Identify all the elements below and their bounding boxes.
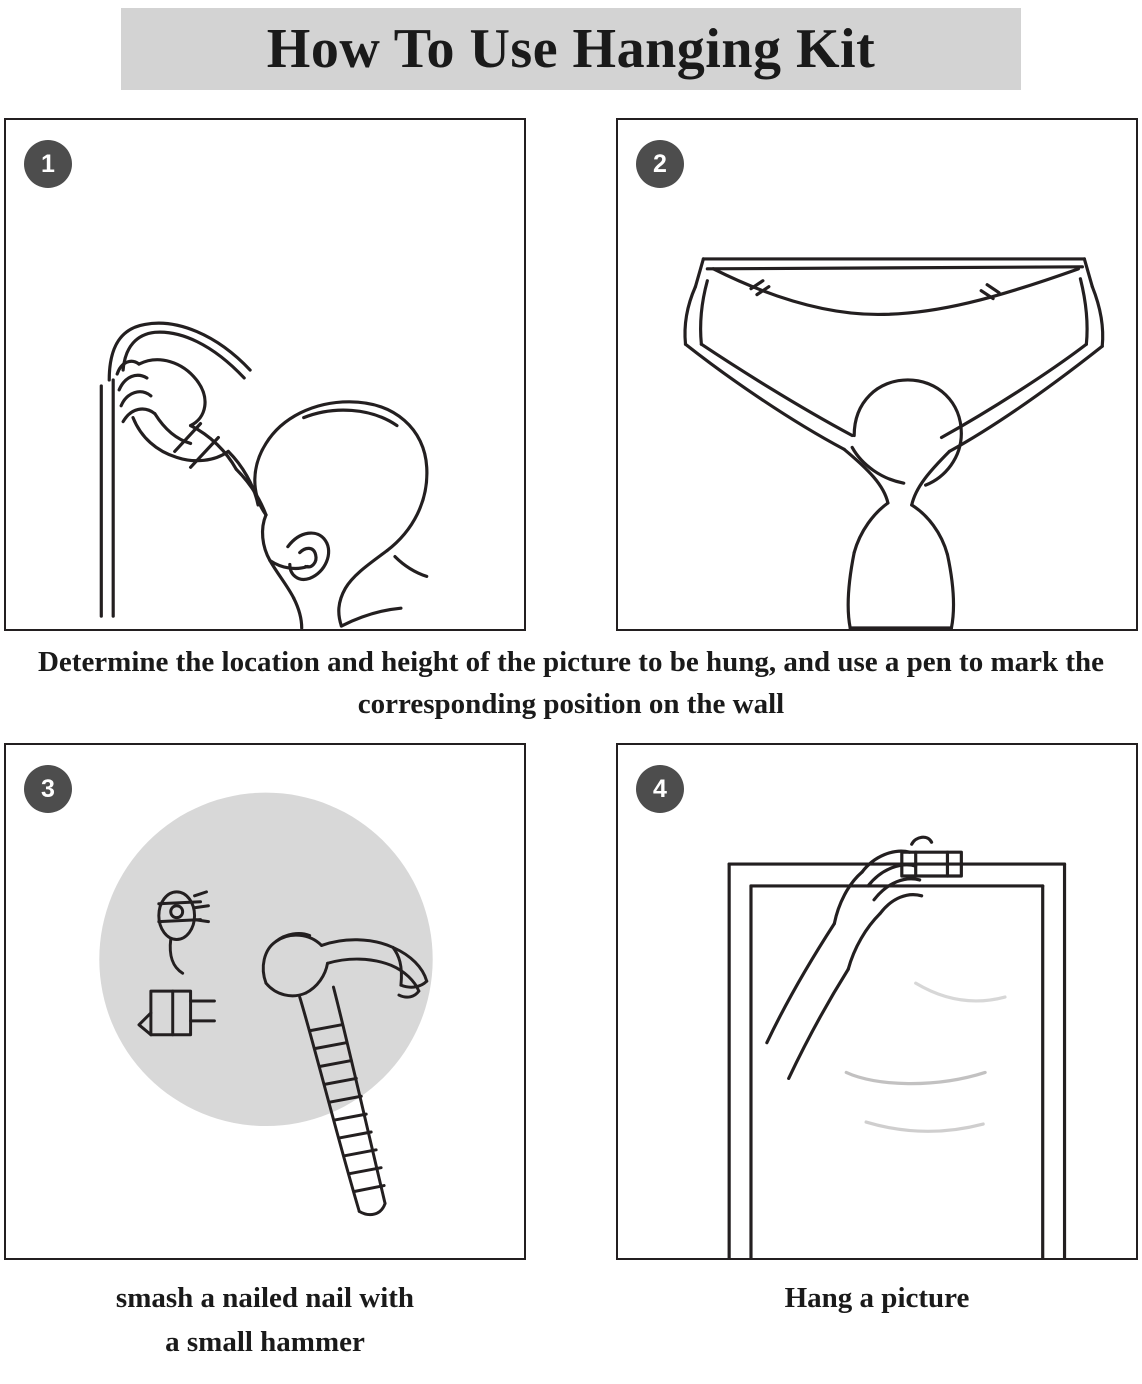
- hammer-and-nail-hooks-icon: [6, 745, 524, 1258]
- steps-row-bottom: [0, 743, 1142, 1364]
- caption-step-3-line-1: smash a nailed nail with: [115, 1282, 415, 1314]
- page-title: How To Use Hanging Kit: [266, 18, 876, 80]
- page-title-bar: [121, 8, 1021, 90]
- caption-step-4-line-1: Hang a picture: [784, 1282, 970, 1314]
- hand-hanging-picture-frame-icon: [618, 745, 1136, 1258]
- caption-step-3: [4, 1276, 526, 1364]
- steps-row-top: [0, 118, 1142, 631]
- step-4-panel: [616, 743, 1138, 1260]
- caption-top-line-2: and use a pen to mark the corresponding position on the wall: [357, 646, 1105, 720]
- step-3-cell: [4, 743, 526, 1364]
- instruction-sheet: [0, 8, 1142, 1384]
- step-1-cell: [4, 118, 526, 631]
- caption-top: [21, 641, 1121, 725]
- caption-step-4: [616, 1276, 1138, 1320]
- person-measuring-picture-wire-icon: [618, 120, 1136, 629]
- caption-step-3-line-2: a small hammer: [165, 1326, 365, 1358]
- hand-marking-wall-with-pen-icon: [6, 120, 524, 629]
- step-4-cell: [616, 743, 1138, 1364]
- step-2-panel: [616, 118, 1138, 631]
- step-1-badge: 1: [24, 140, 72, 188]
- caption-top-line-1: Determine the location and height of the picture to be hung,: [37, 646, 777, 678]
- step-3-panel: [4, 743, 526, 1260]
- step-1-panel: [4, 118, 526, 631]
- step-2-cell: [616, 118, 1138, 631]
- steps-grid: [0, 118, 1142, 1364]
- step-2-badge: 2: [636, 140, 684, 188]
- step-3-badge: 3: [24, 765, 72, 813]
- step-4-badge: 4: [636, 765, 684, 813]
